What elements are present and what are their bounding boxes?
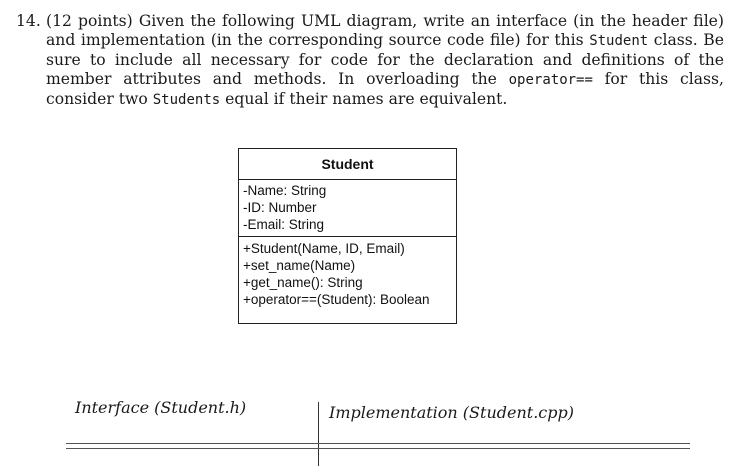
answer-rule-bottom (66, 448, 690, 449)
uml-attribute: -Email: String (243, 217, 325, 232)
uml-method: +get_name(): String (243, 275, 363, 290)
code-operator: operator== (508, 72, 593, 88)
interface-label: Interface (Student.h) (75, 398, 247, 417)
question-block (16, 12, 724, 110)
implementation-label: Implementation (Student.cpp) (329, 403, 574, 422)
code-students: Students (152, 92, 221, 108)
uml-attributes (239, 180, 456, 237)
uml-methods (239, 237, 456, 308)
uml-method: +Student(Name, ID, Email) (243, 241, 405, 256)
question-text-part-1: (12 points) Given the following UML diagram, write an interface (in the header file) and implementation (in the corresponding source code file) for this (46, 12, 724, 49)
uml-attribute: -ID: Number (243, 200, 317, 215)
answer-rule-top (66, 443, 690, 444)
uml-class-name: Student (239, 149, 456, 180)
uml-class-diagram (238, 148, 457, 324)
question-text-part-4: equal if their names are equivalent. (220, 90, 508, 108)
question-text-part-2: class. Be sure to include all necessary for code for the declaration and definitions of the member attributes and methods. In overloading the (46, 31, 724, 88)
question-text (46, 12, 724, 110)
question-number: 14. (16, 12, 41, 30)
uml-method: +operator==(Student): Boolean (243, 292, 430, 307)
column-divider (318, 402, 319, 466)
uml-method: +set_name(Name) (243, 258, 356, 273)
question-text-part-3: for this class, consider two (46, 70, 724, 108)
uml-attribute: -Name: String (243, 183, 327, 198)
code-student-class: Student (589, 33, 649, 49)
